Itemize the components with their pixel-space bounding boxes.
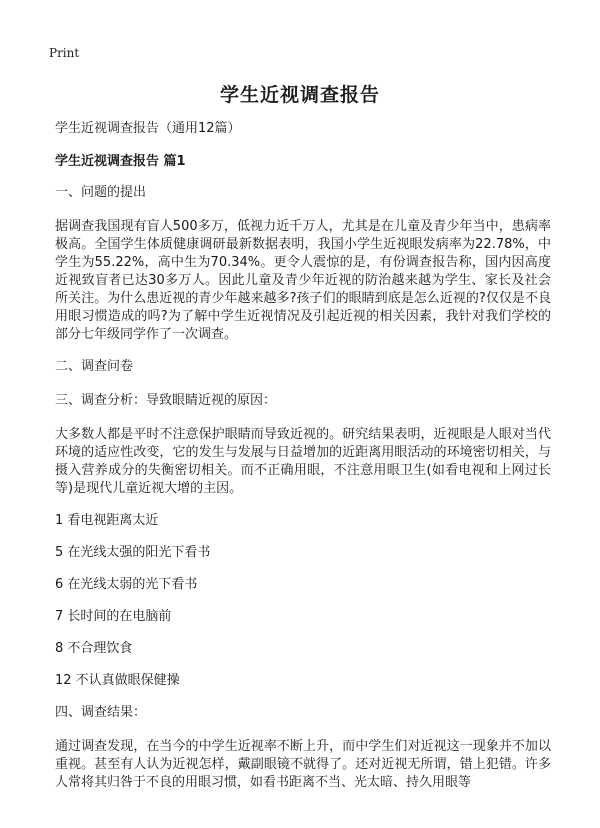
document-body	[55, 120, 551, 806]
list-item: 1 看电视距离太近	[55, 513, 159, 528]
list-item: 7 长时间的在电脑前	[55, 609, 172, 624]
heading-questionnaire: 二、调查问卷	[55, 359, 134, 374]
print-link[interactable]: Print	[49, 46, 80, 60]
paragraph-results: 通过调查发现，在当今的中学生近视率不断上升，而中学生们对近视这一现象并不加以重视。甚至有人认为近视怎样，戴副眼镜不就得了。还对近视无所谓，错上犯错。许多人常将其归咎于不良的用眼习惯，如看书距离不当、光太暗、持久用眼等	[55, 739, 551, 790]
list-item: 6 在光线太弱的光下看书	[55, 577, 198, 592]
paragraph-analysis: 大多数人都是平时不注意保护眼睛而导致近视的。研究结果表明，近视眼是人眼对当代环境的适应性改变，它的发生与发展与日益增加的近距离用眼活动的环境密切相关，与摄入营养成分的失衡密切相关。而不正确用眼，不注意用眼卫生(如看电视和上网过长等)是现代儿童近视大增的主因。	[55, 427, 551, 496]
list-item: 8 不合理饮食	[55, 641, 133, 656]
section-heading: 学生近视调查报告 篇1	[55, 154, 186, 169]
list-item: 5 在光线太强的阳光下看书	[55, 545, 211, 560]
heading-analysis: 三、调查分析：导致眼睛近视的原因：	[55, 393, 277, 408]
paragraph-intro: 据调查我国现有盲人500多万，低视力近千万人，尤其是在儿童及青少年当中，患病率极高。全国学生体质健康调研最新数据表明，我国小学生近视眼发病率为22.78%，中学生为55.22%，高中生为70.34%。更令人震惊的是，有份调查报告称，国内因高度近视致盲者已达30多万人。因此儿童及青少年近视的防治越来越为学生、家长及社会所关注。为什么患近视的青少年越来越多?孩子们的眼睛到底是怎么近视的?仅仅是不良用眼习惯造成的吗?为了解中学生近视情况及引起近视的相关因素，我针对我们学校的部分七年级同学作了一次调查。	[55, 219, 551, 342]
document-title: 学生近视调查报告	[219, 84, 380, 106]
document-subtitle: 学生近视调查报告（通用12篇）	[55, 121, 241, 136]
heading-problem: 一、问题的提出	[55, 185, 147, 200]
heading-results: 四、调查结果：	[55, 705, 147, 720]
list-item: 12 不认真做眼保健操	[55, 673, 180, 688]
